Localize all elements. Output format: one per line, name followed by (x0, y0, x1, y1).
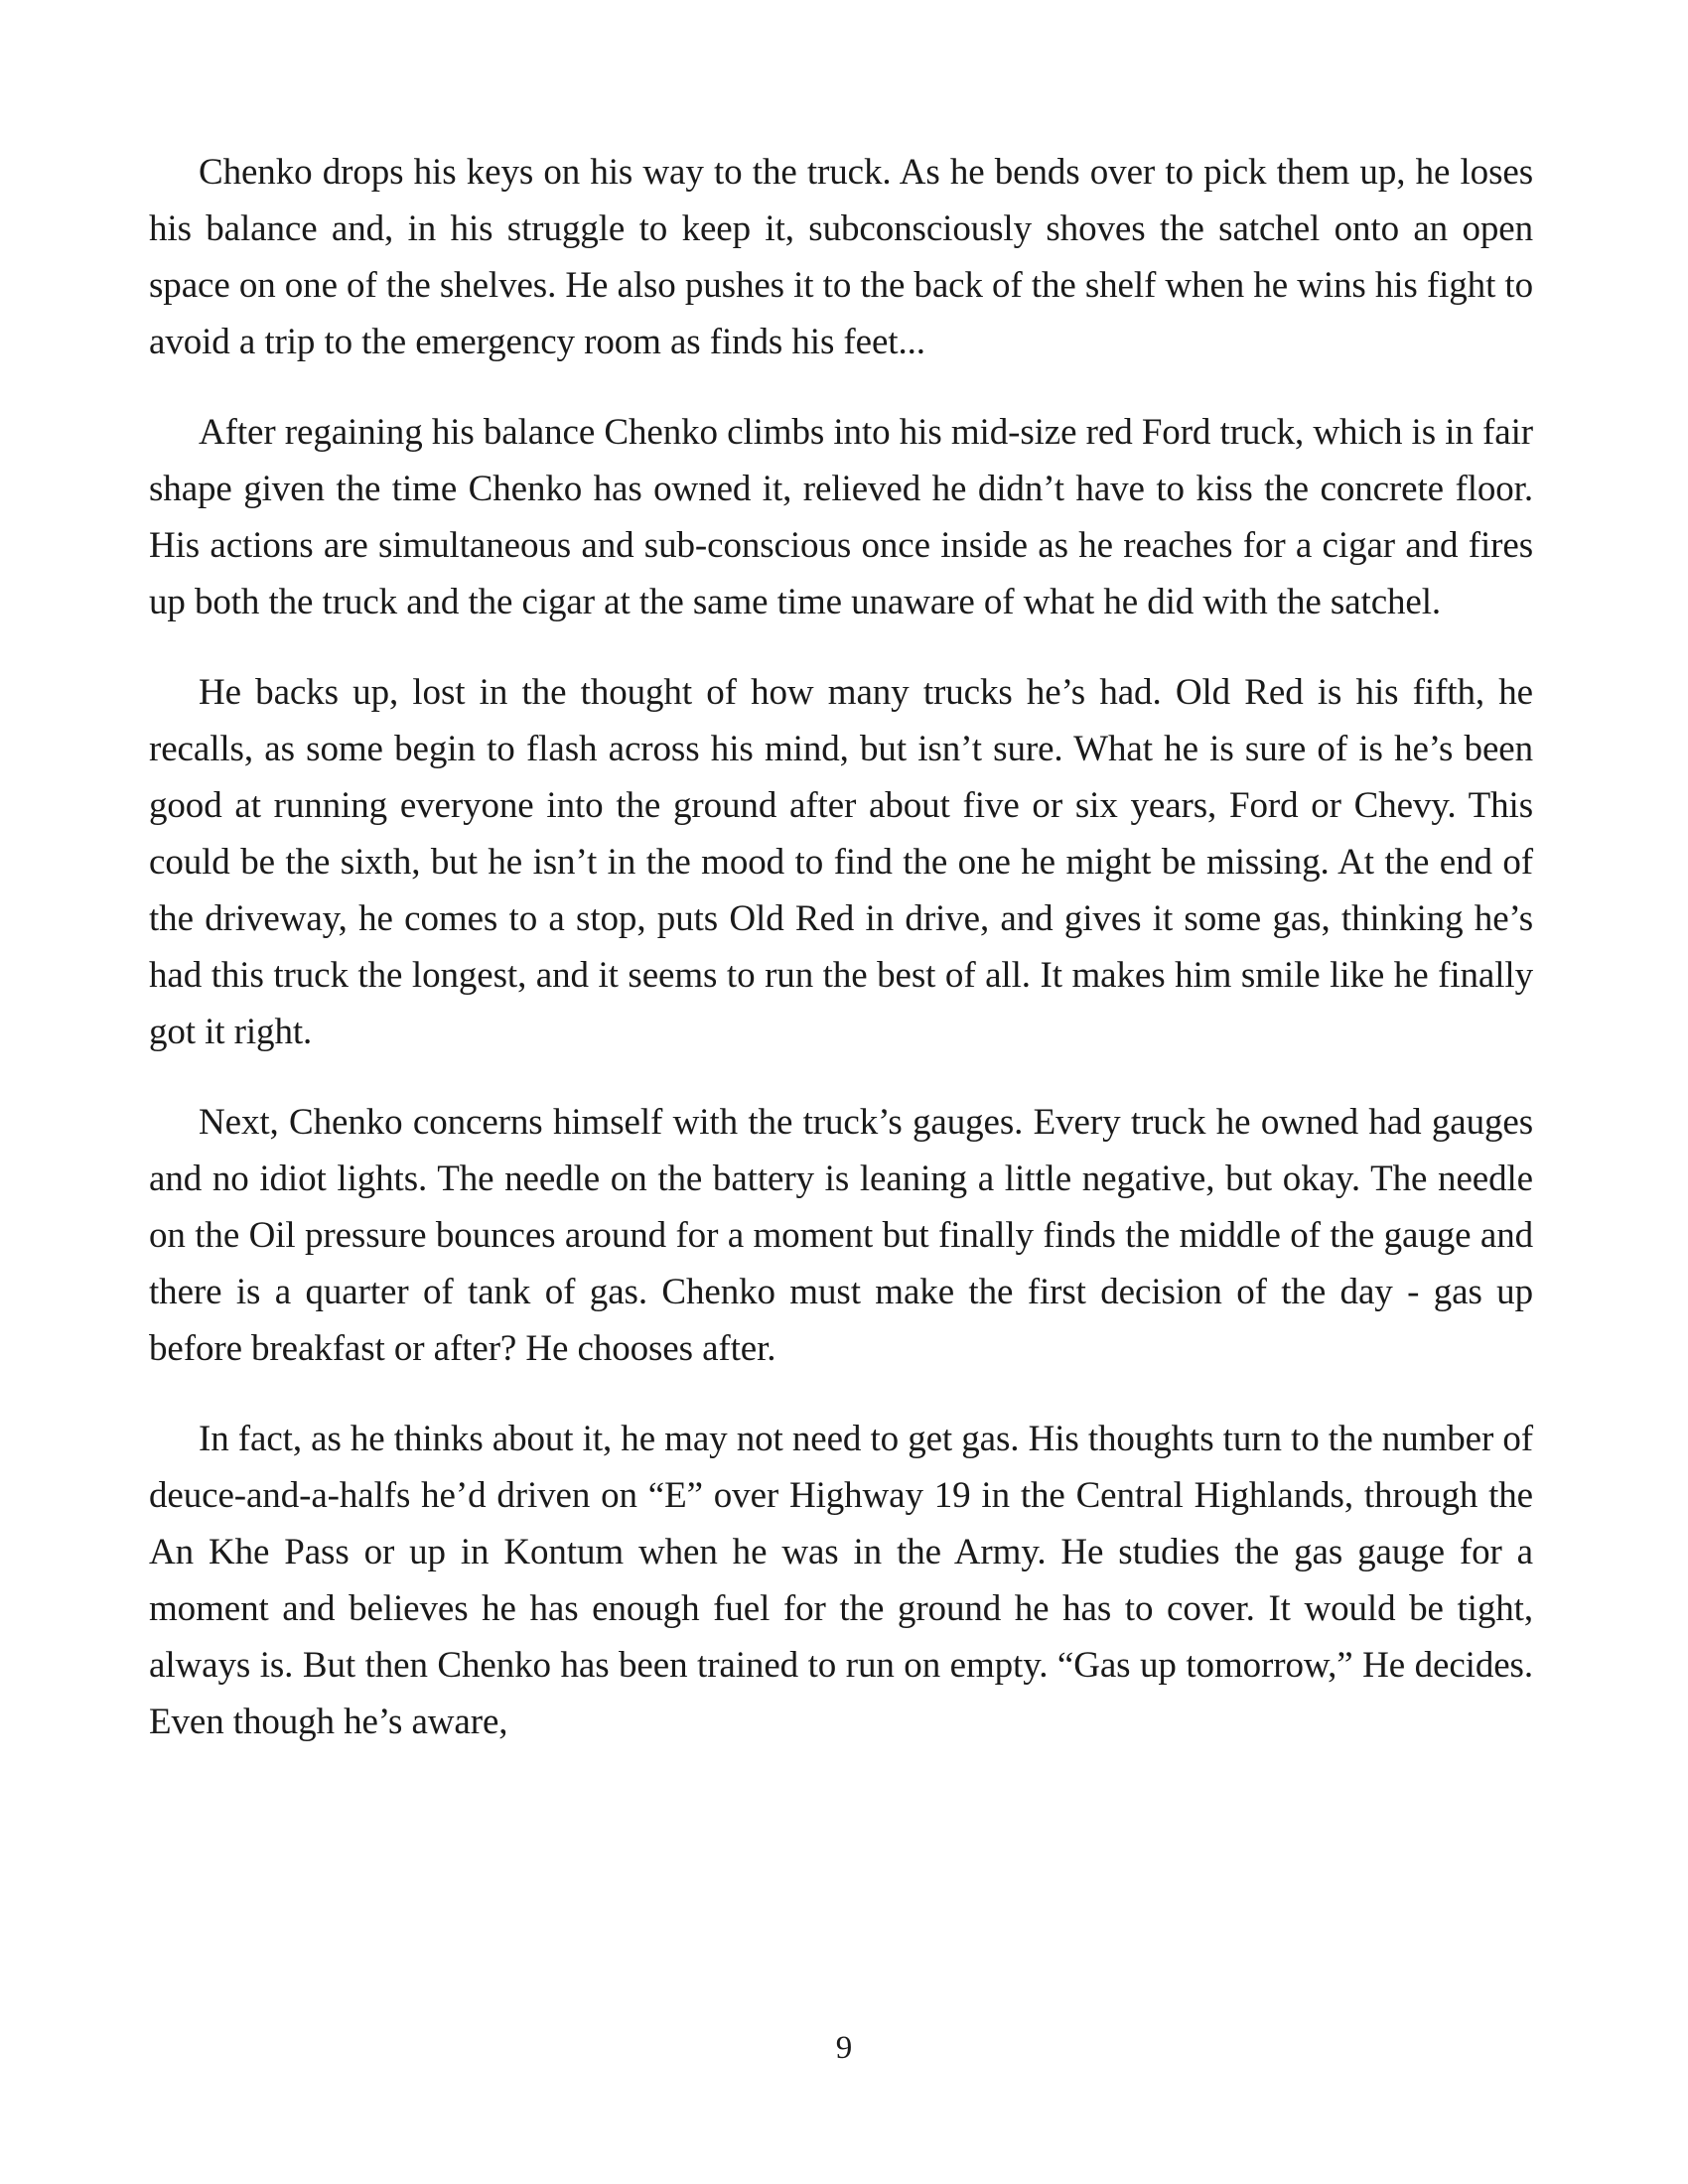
page-number: 9 (835, 2030, 853, 2066)
paragraph-3: He backs up, lost in the thought of how many trucks he’s had. Old Red is his fifth, he recalls, as some begin to flash across his mind, but isn’t sure. What he is sure of is he’s been good at running everyone into the ground after about five or six years, Ford or Chevy. This could be the sixth, but he isn’t in the mood to find the one he might be missing. At the end of the driveway, he comes to a stop, puts Old Red in drive, and gives it some gas, thinking he’s had this truck the longest, and it seems to run the best of all. It makes him smile like he finally got it right. (149, 672, 1533, 1052)
paragraph-5: In fact, as he thinks about it, he may not need to get gas. His thoughts turn to the number of deuce-and-a-halfs he’d driven on “E” over Highway 19 in the Central Highlands, through the An Khe Pass or up in Kontum when he was in the Army. He studies the gas gauge for a moment and believes he has enough fuel for the ground he has to cover. It would be tight, always is. But then Chenko has been trained to run on empty. “Gas up tomorrow,” He decides. Even though he’s aware, (149, 1419, 1533, 1742)
paragraph-4: Next, Chenko concerns himself with the truck’s gauges. Every truck he owned had gauges and no idiot lights. The needle on the battery is leaning a little negative, but okay. The needle on the Oil pressure bounces around for a moment but finally finds the middle of the gauge and there is a quarter of tank of gas. Chenko must make the first decision of the day - gas up before breakfast or after? He chooses after. (149, 1102, 1533, 1369)
body-text (149, 144, 1533, 1784)
paragraph-1: Chenko drops his keys on his way to the truck. As he bends over to pick them up, he loses his balance and, in his struggle to keep it, subconsciously shoves the satchel onto an open space on one of the shelves. He also pushes it to the back of the shelf when he wins his fight to avoid a trip to the emergency room as finds his feet... (149, 152, 1533, 362)
paragraph-2: After regaining his balance Chenko climbs into his mid-size red Ford truck, which is in fair shape given the time Chenko has owned it, relieved he didn’t have to kiss the concrete floor. His actions are simultaneous and sub-conscious once inside as he reaches for a cigar and fires up both the truck and the cigar at the same time unaware of what he did with the satchel. (149, 412, 1533, 622)
